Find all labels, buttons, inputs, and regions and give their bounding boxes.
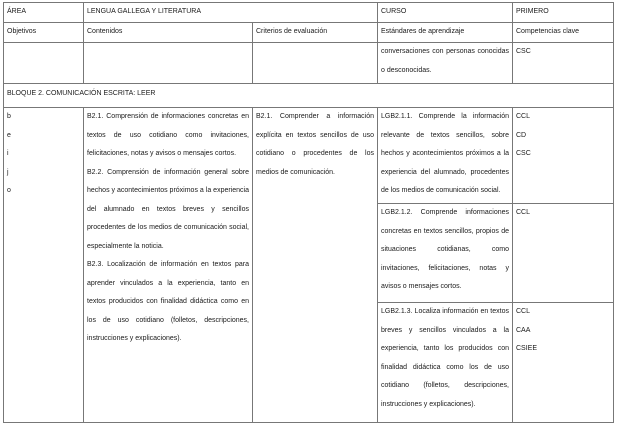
competencia-tag: CSIEE — [516, 345, 538, 352]
objetivo-letter: i — [7, 150, 9, 157]
competencia-tag: CCL — [516, 308, 531, 315]
carryover-competencia: CSC — [513, 43, 614, 84]
contenidos-cell — [84, 108, 253, 423]
competencia-tag: CCL — [516, 113, 531, 120]
objetivo-letter: o — [7, 187, 11, 194]
col-estandares: Estándares de aprendizaje — [378, 23, 513, 43]
objetivo-letter: j — [7, 168, 9, 176]
competencia-tag: CCL — [516, 209, 531, 216]
criterio-cell: B2.1. Comprender a información explícita en textos sencillos de uso cotidiano o procedentes de los medios de comunicación. — [253, 108, 378, 423]
area-label: ÁREA — [4, 3, 84, 23]
objetivo-letter: b — [7, 113, 11, 120]
content-row-1 — [4, 108, 614, 204]
curriculum-table — [3, 2, 614, 423]
contenido-item: B2.3. Localización de información en textos para aprender vinculados a la experiencia, tanto en textos producidos con finalidad didáctica como en los de uso cotidiano (folletos, descripciones, instrucciones y explicaciones). — [87, 261, 249, 342]
carryover-estandar: conversaciones con personas conocidas o desconocidas. — [378, 43, 513, 84]
area-value: LENGUA GALLEGA Y LITERATURA — [84, 3, 378, 23]
contenido-item: B2.2. Comprensión de información general sobre hechos y acontecimientos próximos a la experiencia del alumnado en textos breves y sencillos procedentes de los medios de comunicación social, especialmente la noticia. — [87, 168, 249, 250]
curso-value: PRIMERO — [513, 3, 614, 23]
col-objetivos: Objetivos — [4, 23, 84, 43]
curso-label: CURSO — [378, 3, 513, 23]
col-competencias: Competencias clave — [513, 23, 614, 43]
contenido-item: B2.1. Comprensión de informaciones concretas en textos de uso cotidiano como invitaciones, felicitaciones, notas y avisos o mensajes cortos. — [87, 113, 249, 157]
objetivos-cell — [4, 108, 84, 423]
header-row — [4, 3, 614, 23]
competencias-3 — [513, 303, 614, 423]
col-criterios: Criterios de evaluación — [253, 23, 378, 43]
bloque-row — [4, 84, 614, 108]
column-header-row — [4, 23, 614, 43]
col-contenidos: Contenidos — [84, 23, 253, 43]
carryover-row — [4, 43, 614, 84]
competencia-tag: CAA — [516, 326, 531, 334]
objetivo-letter: e — [7, 131, 11, 139]
competencia-tag: CSC — [516, 150, 531, 157]
bloque-title: BLOQUE 2. COMUNICACIÓN ESCRITA: LEER — [4, 84, 614, 108]
estandar-1: LGB2.1.1. Comprende la información relevante de textos sencillos, sobre hechos y acontecimientos próximos a la experiencia del alumnado, procedentes de los medios de comunicación social. — [378, 108, 513, 204]
competencias-2 — [513, 204, 614, 303]
competencias-1 — [513, 108, 614, 204]
estandar-2: LGB2.1.2. Comprende informaciones concretas en textos sencillos, propios de situaciones cotidianas, como invitaciones, felicitaciones, notas y avisos o mensajes cortos. — [378, 204, 513, 303]
competencia-tag: CD — [516, 131, 527, 139]
estandar-3: LGB2.1.3. Localiza información en textos breves y sencillos vinculados a la experiencia, tanto los producidos con finalidad didáctica como los de uso cotidiano (folletos, descripciones, instrucciones y explicaciones). — [378, 303, 513, 423]
